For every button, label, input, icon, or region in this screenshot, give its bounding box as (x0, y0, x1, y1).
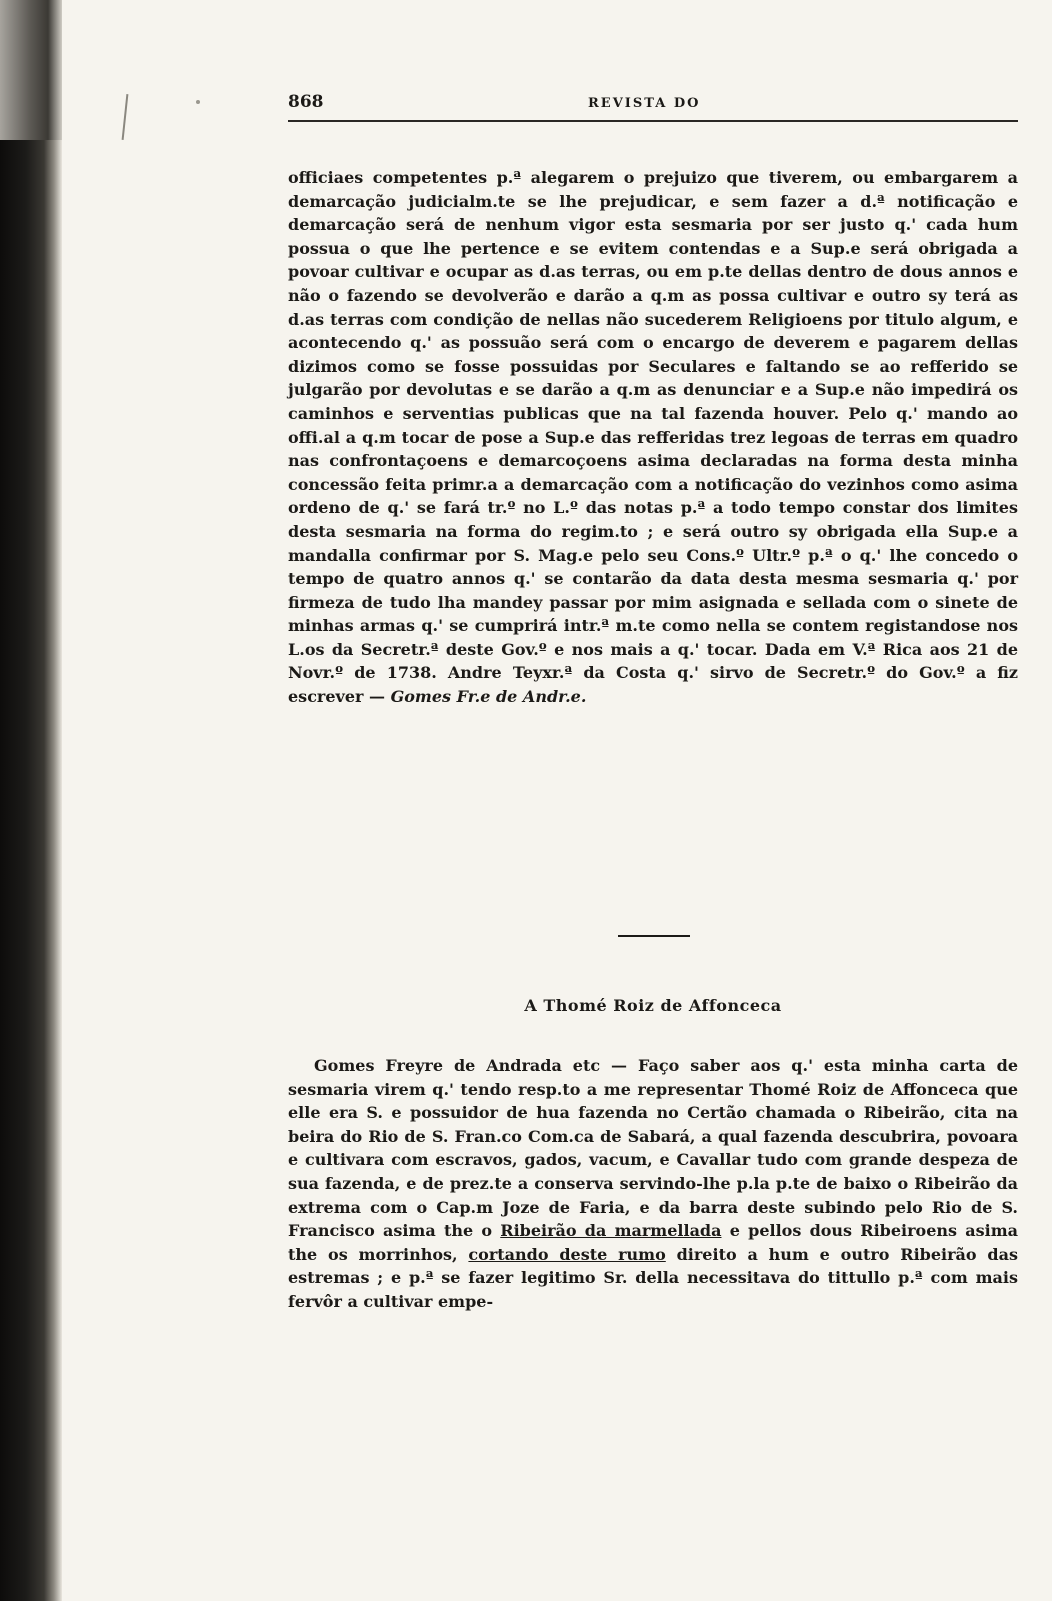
first-document-paragraph (288, 166, 1018, 709)
second-document-paragraph (288, 1054, 1018, 1314)
page (288, 88, 1019, 1311)
first-document-text: officiaes competentes p.ª alegarem o prejuizo que tiverem, ou embargarem a demarcação judicialm.te se lhe prejudicar, e sem fazer a d.ª notificação e demarcação será de nenhum vigor esta sesmaria por ser justo q.' cada hum possua o que lhe pertence e se evitem contendas e a Sup.e será obrigada a povoar cultivar e ocupar as d.as terras, ou em p.te dellas dentro de dous annos e não o fazendo se devolverão e darão a q.m as possa cultivar e outro sy terá as d.as terras com condição de nellas não sucederem Religioens por titulo algum, e acontecendo q.' as possuão será com o encargo de deverem e pagarem dellas dizimos como se fosse possuidas por Seculares e faltando se ao refferido se julgarão por devolutas e se darão a q.m as denunciar e a Sup.e não impedirá os caminhos e serventias publicas que na tal fazenda houver. Pelo q.' mando ao offi.al a q.m tocar de pose a Sup.e das refferidas trez legoas de terras em quadro nas confrontaçoens e demarcoçoens asima declaradas na forma desta minha concessão feita primr.a a demarcação com a notificação do vezinhos como asima ordeno de q.' se fará tr.º no L.º das notas p.ª a todo tempo constar dos limites desta sesmaria na forma do regim.to ; e será outro sy obrigada ella Sup.e a mandalla confirmar por S. Mag.e pelo seu Cons.º Ultr.º p.ª o q.' lhe concedo o tempo de quatro annos q.' se contarão da data desta mesma sesmaria q.' por firmeza de tudo lha mandey passar por mim asignada e sellada com o sinete de minhas armas q.' se cumprirá intr.ª m.te como nella se contem registandose nos L.os da Secretr.ª deste Gov.º e nos mais a q.' tocar. Dada em V.ª Rica aos 21 de Novr.º de 1738. Andre Teyxr.ª da Costa q.' sirvo de Secretr.º do Gov.º a fiz escrever — (288, 168, 1018, 707)
second-document-text-end: direito a hum e outro Ribeirão das estremas ; e p.ª se fazer legitimo Sr. della necessitava do tittullo p.ª com mais fervôr a cultivar empe- (288, 1244, 1018, 1311)
page-number: 868 (288, 92, 324, 112)
second-document-text-start: Gomes Freyre de Andrada etc — Faço saber aos q.' esta minha carta de sesmaria virem q.' tendo resp.to a me representar Thomé Roiz de Affonceca que elle era S. e possuidor de hua fazenda no Certão chamada o Ribeirão, cita na beira do Rio de S. Fran.co Com.ca de Sabará, a qual fazenda descubrira, povoara e cultivara com escravos, gados, vacum, e Cavallar tudo com grande despeza de sua fazenda, e de prez.te a conserva servindo-lhe p.la p.te de baixo o Ribeirão da extrema com o Cap.m Joze de Faria, e da barra deste subindo pelo Rio de S. Francisco asima the o (288, 1056, 1018, 1241)
underlined-place-name: Ribeirão da marmellada (500, 1221, 722, 1241)
journal-title: REVISTA DO (588, 96, 701, 111)
margin-pencil-mark (122, 94, 129, 140)
section-separator (618, 935, 690, 937)
margin-speck (196, 100, 200, 104)
signature: Gomes Fr.e de Andr.e. (390, 687, 587, 707)
book-binding-shadow (0, 0, 62, 1601)
running-head (288, 88, 1018, 122)
second-document-text-middle: e pellos dous Ribeiroens asima the os morrinhos, (288, 1221, 1019, 1264)
book-binding-top-shadow (0, 0, 62, 140)
section-heading: A Thomé Roiz de Affonceca (524, 996, 782, 1015)
underlined-phrase: cortando deste rumo (468, 1244, 666, 1264)
